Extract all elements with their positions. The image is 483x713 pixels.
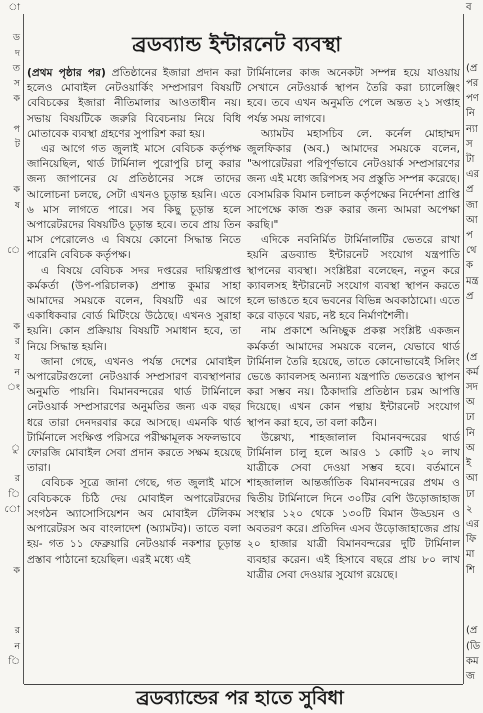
fragment-line: ২: [466, 503, 473, 515]
fragment-line: স: [466, 138, 473, 150]
fragment-line: অ: [466, 442, 475, 454]
fragment-line: [466, 608, 483, 623]
continued-from-kicker: (প্রথম পৃষ্ঠার পর): [27, 67, 106, 79]
fragment-line: স: [13, 78, 20, 90]
fragment-line: ট: [14, 138, 20, 150]
next-article-headline: ব্রডব্যান্ডের পর হাতে সুবিধা: [136, 687, 344, 709]
fragment-line: ক: [13, 184, 20, 196]
fragment-line: [0, 593, 22, 608]
fragment-line: য: [14, 351, 20, 363]
fragment-line: ো: [4, 503, 20, 515]
fragment-line: ে: [7, 245, 20, 257]
paragraph: এদিকে নবনির্মিত টার্মিনালটির ভেতরে রাখা হয়নি ব্রডব্যান্ড ইন্টারনেট সংযোগ যন্ত্রপাতি স্থাপনের ব্যবস্থা। সংশ্লিষ্টরা বলেছেন, নতুন করে ক্যাবলসহ ইন্টারনেট সংযোগ ব্যবস্থা স্থাপন করতে হলে ভাঙতে হবে ভবনের বিভিন্ন অবকাঠামো। এতে করে বাড়বে খরচ, নষ্ট হবে নির্মাণশৈলী।: [247, 234, 460, 323]
fragment-line: প্র: [466, 184, 474, 196]
left-column-fragment: [0, 0, 22, 696]
fragment-line: র: [14, 625, 20, 637]
fragment-line: [0, 106, 22, 121]
paragraph: এর আগে গত জুলাই মাসে বেবিচক কর্তৃপক্ষ জানিয়েছিল, থার্ড টার্মিনাল পুরোপুরি চালু করার জন্য জাপানের যে প্রতিষ্ঠানের সঙ্গে তাদের আলোচনা চলছে, সেটা এখনও চূড়ান্ত হয়নি। এতে ৬ মাস লাগতে পারে। সব কিছু চূড়ান্ত হলে অপারেটরদের বিষয়টিও চূড়ান্ত হবে। তবে প্রায় তিন মাস পেরোলেও এ বিষয়ে কোনো সিদ্ধান্ত নিতে পারেনি বেবিচক কর্তৃপক্ষ।: [27, 143, 241, 262]
article-headline: ব্রডব্যান্ড ইন্টারনেট ব্যবস্থা: [132, 32, 342, 56]
fragment-line: প: [466, 230, 473, 242]
fragment-line: [0, 304, 22, 319]
paragraph: জানা গেছে, এখনও পর্যন্ত দেশের মোবাইল অপারেটরগুলো নেটওয়ার্ক সম্প্রসারণ ব্যবস্থাপনার অনুমতি পায়নি। বিমানবন্দরের থার্ড টার্মিনালে নেটওয়ার্ক সম্প্রসারণের অনুমতির জন্য এক বছর ধরে তারা দেনদরবার করে আসছে। এমনকি থার্ড টার্মিনালে সংক্ষিপ্ত পরিসরে পরীক্ষামূলক সফলভাবে ফোরজি মোবাইল সেবা প্রদান করতে সক্ষম হয়েছে তারা।: [27, 355, 241, 475]
fragment-line: (ডি: [466, 640, 481, 652]
fragment-line: মন্ত্র: [466, 275, 479, 287]
fragment-line: [0, 578, 22, 593]
fragment-line: ন: [14, 366, 20, 378]
fragment-line: [0, 15, 22, 30]
fragment-line: প্র: [466, 290, 474, 302]
fragment-line: নি: [466, 108, 475, 120]
fragment-line: জা: [466, 199, 478, 211]
fragment-line: ক: [466, 260, 473, 272]
fragment-line: মা: [466, 549, 475, 561]
fragment-line: [0, 228, 22, 243]
fragment-line: ক: [13, 564, 20, 576]
article-column-left: [27, 66, 241, 686]
fragment-line: ং: [7, 382, 20, 394]
fragment-line: র: [14, 473, 20, 485]
fragment-line: [466, 304, 483, 319]
fragment-line: ন্যা: [466, 123, 478, 135]
fragment-line: ই: [466, 458, 472, 470]
fragment-line: আ: [466, 214, 478, 226]
fragment-line: [466, 578, 483, 593]
paragraph: এ বিষয়ে বেবিচক সদর দপ্তরের দায়িত্বপ্রাপ্ত কর্মকর্তা (উপ-পরিচালক) প্রশান্ত কুমার সাহা আমাদের সময়কে বলেন, বিষয়টি এর আগে একাধিকবার বোর্ড মিটিংয়ে উঠেছে। এখনও সুরাহা হয়নি। কোন প্রক্রিয়ায় বিষয়টি সমাধান হবে, তা নিয়ে সিদ্ধান্ত হয়নি।: [27, 264, 241, 353]
fragment-line: এর: [466, 169, 480, 181]
fragment-line: কম: [466, 655, 479, 667]
fragment-line: [0, 517, 22, 532]
fragment-line: ক: [13, 321, 20, 333]
fragment-line: [0, 213, 22, 228]
fragment-line: [0, 152, 22, 167]
fragment-line: [466, 30, 483, 45]
fragment-line: থে: [466, 245, 477, 257]
fragment-line: প: [13, 123, 20, 135]
fragment-line: [466, 334, 483, 349]
fragment-line: া: [8, 2, 20, 13]
fragment-line: ফি: [466, 534, 477, 546]
fragment-line: আ: [466, 473, 478, 485]
right-column-rule: [463, 14, 464, 684]
fragment-line: [466, 593, 483, 608]
fragment-line: [0, 274, 22, 289]
fragment-line: ড: [13, 32, 20, 44]
fragment-line: [0, 608, 22, 623]
fragment-line: ক: [13, 93, 20, 105]
fragment-line: এর: [466, 518, 480, 530]
fragment-line: [0, 167, 22, 182]
paragraph: টার্মিনালের কাজ অনেকটা সম্পন্ন হয়ে যাওয়ায় সেখানে নেটওয়ার্ক স্থাপন তৈরি করা চ্যালেঞ্জিং হবে। তবে এখন অনুমতি পেলে অন্তত ২১ সপ্তাহ পর্যন্ত সময় লাগবে।: [247, 67, 460, 125]
fragment-line: ষ: [14, 199, 20, 211]
fragment-line: ব: [466, 2, 472, 13]
right-column-fragment: [466, 0, 483, 696]
fragment-line: (প্র: [466, 62, 478, 74]
fragment-line: ঢা: [466, 488, 475, 500]
fragment-line: ি: [8, 655, 20, 667]
paragraph: [27, 66, 241, 142]
fragment-line: ন: [14, 640, 20, 652]
fragment-line: র: [14, 336, 20, 348]
fragment-line: পণ: [466, 93, 479, 105]
fragment-line: [0, 258, 22, 273]
fragment-line: সদ: [466, 382, 478, 394]
fragment-line: (প্র: [466, 625, 478, 637]
paragraph-text: প্রতিষ্ঠানের ইজারা প্রদান করা হলেও মোবাইল নেটওয়ার্কিং সম্প্রসারণ বিষয়টি বেবিচকের ইজারা নীতিমালার আওতাধীন নয়। সভায় বিষয়টিকে জরুরি বিবেচনায় নিয়ে বিধি মোতাবেক ব্যবস্থা গ্রহণের সুপারিশ করা হয়।: [27, 67, 241, 140]
fragment-line: পর: [466, 78, 479, 90]
fragment-line: [0, 532, 22, 547]
fragment-line: [466, 15, 483, 30]
fragment-line: [0, 289, 22, 304]
paragraph: নাম প্রকাশে অনিচ্ছুক প্রকল্প সংশ্লিষ্ট একজন কর্মকর্তা আমাদের সময়কে বলেন, যেভাবে থার্ড টার্মিনাল তৈরি হয়েছে, তাতে কোনোভাবেই সিলিং ভেঙে ক্যাবলসহ অন্যান্য যন্ত্রপাতি ভেতরেও স্থাপন করা সম্ভব নয়। ঠিকাদারি প্রতিষ্ঠান চরম আপত্তি দিয়েছে। এখন কোন পন্থায় ইন্টারনেট সংযোগ স্থাপন করা হবে, তা বলা কঠিন।: [247, 325, 460, 429]
fragment-line: জ: [466, 670, 475, 682]
fragment-line: ঢা: [466, 412, 475, 424]
fragment-line: [0, 547, 22, 562]
fragment-line: (প্র: [466, 351, 478, 363]
left-column-rule: [23, 14, 24, 684]
fragment-line: কর্ম: [466, 366, 479, 378]
fragment-line: টা: [466, 154, 475, 166]
fragment-line: ি: [8, 488, 20, 500]
paragraph: উল্লেখ্য, শাহজালাল বিমানবন্দরের থার্ড টার্মিনাল চালু হলে আরও ১ কোটি ২০ লাখ যাত্রীকে সেবা দেওয়া সম্ভব হবে। বর্তমানে শাহজালাল আন্তর্জাতিক বিমানবন্দরের প্রথম ও দ্বিতীয় টার্মিনালে দিনে ৩০টির বেশি উড়োজাহাজ সংস্থার ১২০ থেকে ১৩০টি বিমান উড্ডয়ন ও অবতরণ করে। প্রতিদিন এসব উড়োজাহাজের প্রায় ২০ হাজার যাত্রী বিমানবন্দরের দুটি টার্মিনাল ব্যবহার করেন। এই হিসাবে বছরে প্রায় ৮০ লাখ যাত্রীর সেবা দেওয়ার সুযোগ রয়েছে।: [247, 431, 460, 581]
fragment-line: [0, 669, 22, 684]
article-column-right: [247, 66, 460, 686]
fragment-line: শি: [466, 564, 475, 576]
fragment-line: অ: [466, 397, 475, 409]
fragment-line: [466, 319, 483, 334]
fragment-line: [0, 456, 22, 471]
paragraph: অ্যামটব মহাসচিব লে. কর্নেল মোহাম্মদ জুলফিকার (অব.) আমাদের সময়কে বলেন, "অপারেটররা পরিপূর্ণভাবে নেটওয়ার্ক সম্প্রসারণের জন্য এই মধ্যে জরিপসহ সব প্রস্তুতি সম্পন্ন করেছে। বেসামরিক বিমান চলাচল কর্তৃপক্ষের নির্দেশনা প্রাপ্তি সাপেক্ষে কাজ শুরু করার জন্য আমরা অপেক্ষা করছি।": [247, 127, 460, 232]
fragment-line: ু: [11, 442, 20, 454]
fragment-line: [0, 426, 22, 441]
fragment-line: নি: [466, 427, 475, 439]
fragment-line: [0, 410, 22, 425]
fragment-line: [466, 46, 483, 61]
fragment-line: [0, 395, 22, 410]
fragment-line: [466, 684, 483, 699]
fragment-line: ত: [12, 62, 20, 74]
fragment-line: দ: [15, 47, 20, 59]
paragraph: বেবিচক সূত্রে জানা গেছে, গত জুলাই মাসে বেবিচককে চিঠি দেয় মোবাইল অপারেটরদের সংগঠন অ্যাসোসিয়েশন অব মোবাইল টেলিকম অপারেটরস অব বাংলাদেশ (অ্যামটব)। তাতে বলা হয়- গত ১১ ফেব্রুয়ারি নেটওয়ার্ক নকশার চূড়ান্ত প্রস্তাব পাঠানো হয়েছিল। এরই মধ্যে এই: [27, 477, 241, 566]
